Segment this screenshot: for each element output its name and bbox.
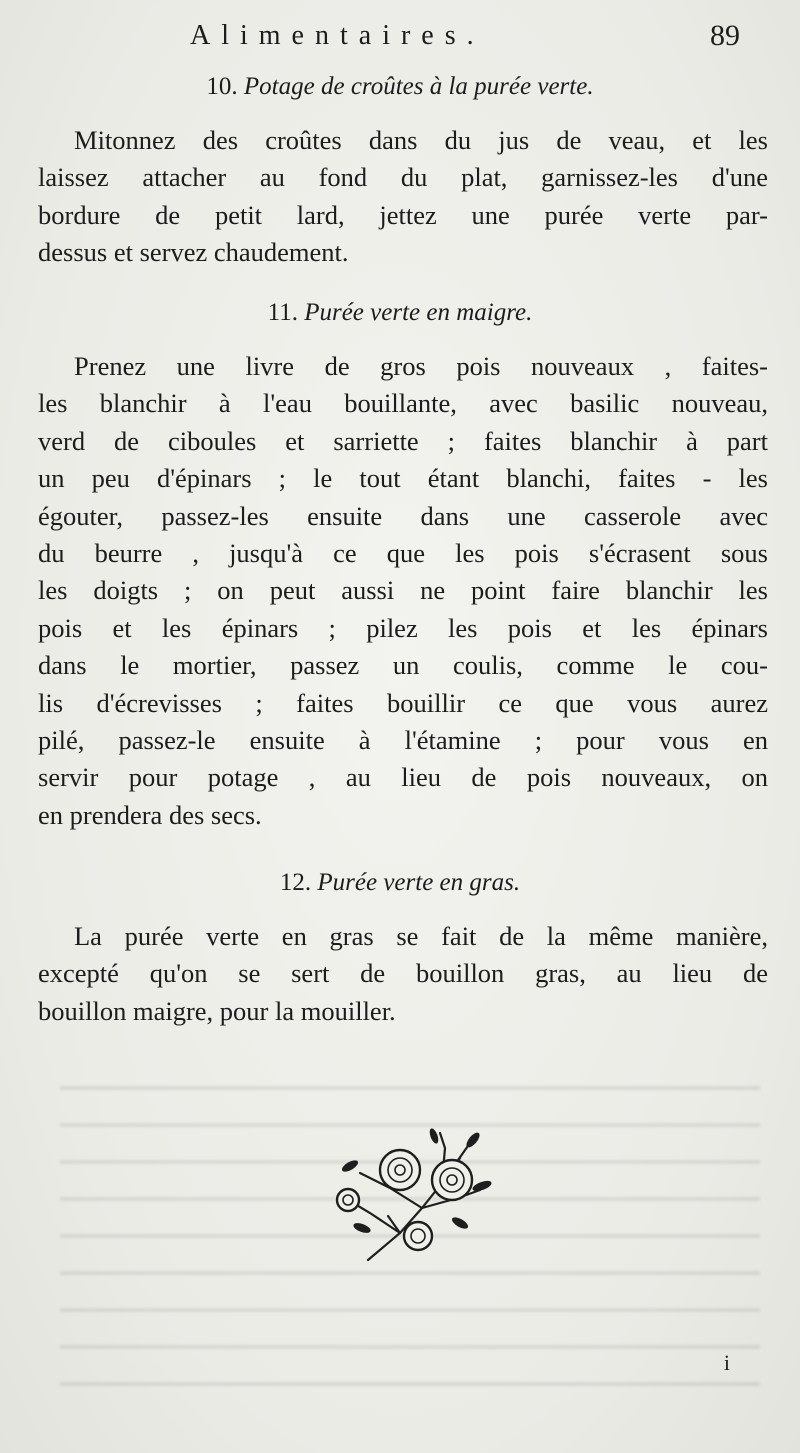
text-line: bordure de petit lard, jettez une purée verte par-: [38, 199, 768, 230]
text-line: pilé, passez-le ensuite à l'étamine ; pour vous en: [38, 725, 768, 756]
text-line: les blanchir à l'eau bouillante, avec basilic nouveau,: [38, 388, 768, 419]
section-title-text: Potage de croûtes à la purée verte.: [243, 73, 594, 100]
text-line: bouillon maigre, pour la mouiller.: [38, 995, 396, 1026]
page-number: 89: [710, 19, 740, 52]
text-line: un peu d'épinars ; le tout étant blanchi, faites - les: [38, 463, 768, 494]
text-line: Prenez une livre de gros pois nouveaux , faites-: [74, 351, 768, 381]
text-line: dans le mortier, passez un coulis, comme le cou-: [38, 650, 768, 681]
text-line: en prendera des secs.: [38, 799, 262, 830]
section-title-text: Purée verte en gras.: [317, 869, 521, 896]
section-number: 11.: [267, 299, 298, 326]
text-line: laissez attacher au fond du plat, garnissez-les d'une: [38, 162, 768, 193]
running-head: Alimentaires.: [190, 20, 485, 51]
section-body-11: [38, 348, 768, 834]
text-line: du beurre , jusqu'à ce que les pois s'écrasent sous: [38, 538, 768, 569]
section-title-11: [0, 296, 800, 330]
text-line: les doigts ; on peut aussi ne point faire blanchir les: [38, 575, 768, 606]
section-number: 10.: [206, 73, 238, 100]
floral-ornament-icon: [330, 1128, 500, 1268]
page-header: [190, 14, 740, 58]
section-number: 12.: [279, 869, 312, 896]
text-line: excepté qu'on se sert de bouillon gras, au lieu de: [38, 958, 768, 989]
text-line: pois et les épinars ; pilez les pois et les épinars: [38, 612, 768, 643]
text-line: égouter, passez-les ensuite dans une casserole avec: [38, 500, 768, 531]
section-body-10: [38, 122, 768, 272]
text-line: verd de ciboules et sarriette ; faites blanchir à part: [38, 425, 768, 456]
section-body-12: [38, 918, 768, 1030]
text-line: La purée verte en gras se fait de la même manière,: [74, 921, 768, 951]
text-line: dessus et servez chaudement.: [38, 237, 349, 268]
section-title-10: [0, 70, 800, 104]
text-line: lis d'écrevisses ; faites bouillir ce que vous aurez: [38, 687, 768, 718]
text-line: servir pour potage , au lieu de pois nouveaux, on: [38, 762, 768, 793]
catchword: i: [723, 1350, 730, 1375]
section-title-12: [0, 866, 800, 900]
section-title-text: Purée verte en maigre.: [304, 299, 533, 326]
text-line: Mitonnez des croûtes dans du jus de veau, et les: [74, 125, 768, 155]
